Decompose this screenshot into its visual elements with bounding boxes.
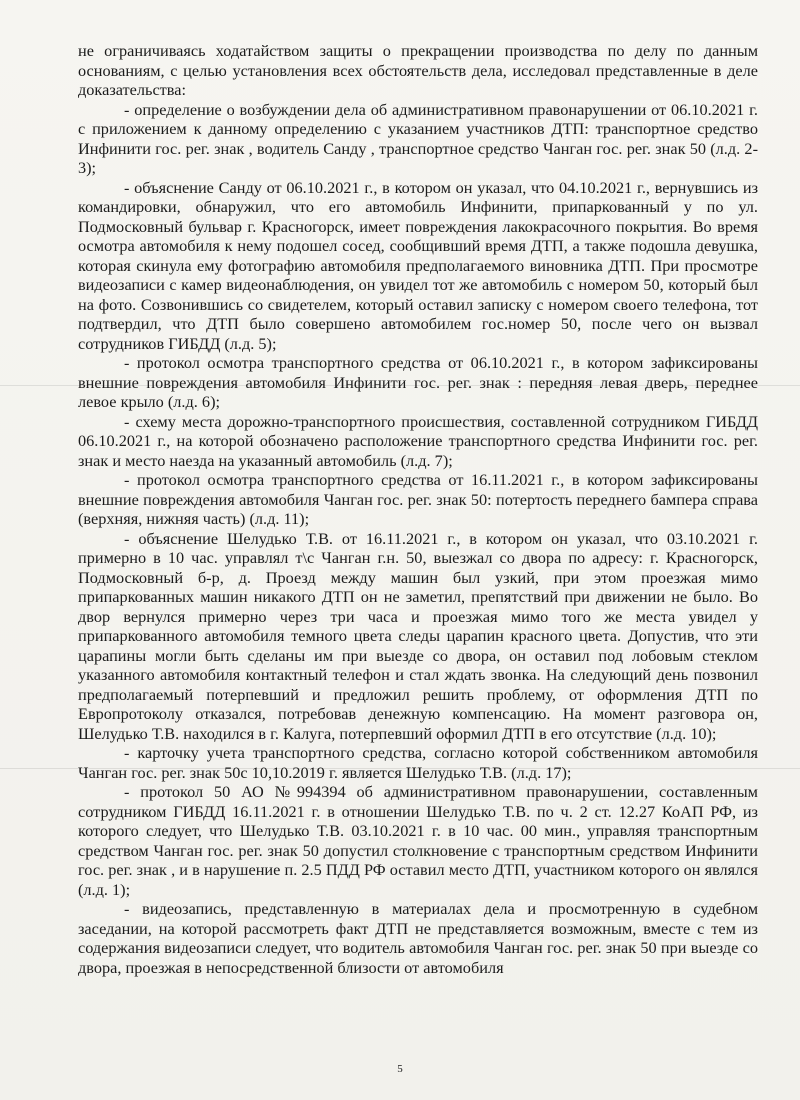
evidence-item: - протокол 50 АО №994394 об административном правонарушении, составленным сотрудником ГИБДД 16.11.2021 г. в отношении Шелудько Т.В. по ч. 2 ст. 12.27 КоАП РФ, из которого следует, что Шелудько Т.В. 03.10.2021 г. в 10 час. 00 мин., управляя транспортным средством Чанган гос. рег. знак 50 допустил столкновение с транспортным средством Инфинити гос. рег. знак , и в нарушение п. 2.5 ПДД РФ оставил место ДТП, участником которого он являлся (л.д. 1);: [78, 782, 758, 899]
evidence-item: - протокол осмотра транспортного средства от 06.10.2021 г., в котором зафиксированы внешние повреждения автомобиля Инфинити гос. рег. знак : передняя левая дверь, переднее левое крыло (л.д. 6);: [78, 353, 758, 411]
evidence-item: - карточку учета транспортного средства, согласно которой собственником автомобиля Чанган гос. рег. знак 50с 10,10.2019 г. является Шелудько Т.В. (л.д. 17);: [78, 743, 758, 782]
intro-paragraph: не ограничиваясь ходатайством защиты о прекращении производства по делу по данным основаниям, с целью установления всех обстоятельств дела, исследовал представленные в деле доказательства:: [78, 41, 758, 99]
evidence-item: - объяснение Шелудько Т.В. от 16.11.2021 г., в котором он указал, что 03.10.2021 г. примерно в 10 час. управлял т\с Чанган г.н. 50, выезжал со двора по адресу: г. Красногорск, Подмосковный б-р, д. Проезд между машин был узкий, при этом проезжая мимо припаркованных машин никакого ДТП он не заметил, препятствий при движении не было. Во двор вернулся примерно через три часа и проезжая мимо того же места увидел у припаркованного автомобиля темного цвета следы царапин красного цвета. Допустив, что эти царапины могли быть сделаны им при выезде со двора, он оставил под лобовым стеклом указанного автомобиля контактный телефон и стал ждать звонка. На следующий день позвонил предполагаемый потерпевший и предложил решить проблему, от оформления ДТП по Европротоколу отказался, потребовав денежную компенсацию. На момент разговора он, Шелудько Т.В. находился в г. Калуга, потерпевший оформил ДТП в его отсутствие (л.д. 10);: [78, 528, 758, 743]
evidence-item: - объяснение Санду от 06.10.2021 г., в котором он указал, что 04.10.2021 г., вернувшись из командировки, обнаружил, что его автомобиль Инфинити, припаркованный у по ул. Подмосковный бульвар г. Красногорск, имеет повреждения лакокрасочного покрытия. Во время осмотра автомобиля к нему подошел сосед, сообщивший время ДТП, а также подошла девушка, которая скинула ему фотографию автомобиля предполагаемого виновника ДТП. При просмотре видеозаписи с камер видеонаблюдения, он увидел тот же автомобиль с номером 50, который был на фото. Созвонившись со свидетелем, который оставил записку с номером своего телефона, тот подтвердил, что ДТП было совершено автомобилем гос.номер 50, после чего он вызвал сотрудников ГИБДД (л.д. 5);: [78, 177, 758, 353]
evidence-item: - схему места дорожно-транспортного происшествия, составленной сотрудником ГИБДД 06.10.2021 г., на которой обозначено расположение транспортного средства Инфинити гос. рег. знак и место наезда на указанный автомобиль (л.д. 7);: [78, 411, 758, 470]
evidence-item: - видеозапись, представленную в материалах дела и просмотренную в судебном заседании, на которой рассмотреть факт ДТП не представляется возможным, вместе с тем из содержания видеозаписи следует, что водитель автомобиля Чанган гос. рег. знак 50 при выезде со двора, проезжая в непосредственной близости от автомобиля: [78, 899, 758, 977]
page-number: 5: [397, 1063, 403, 1075]
evidence-item: - определение о возбуждении дела об административном правонарушении от 06.10.2021 г. с приложением к данному определению с указанием участников ДТП: транспортное средство Инфинити гос. рег. знак , водитель Санду , транспортное средство Чанган гос. рег. знак 50 (л.д. 2-3);: [78, 99, 758, 177]
document-body: [78, 41, 758, 977]
evidence-item: - протокол осмотра транспортного средства от 16.11.2021 г., в котором зафиксированы внешние повреждения автомобиля Чанган гос. рег. знак 50: потертость переднего бампера справа (верхняя, нижняя часть) (л.д. 11);: [78, 470, 758, 528]
